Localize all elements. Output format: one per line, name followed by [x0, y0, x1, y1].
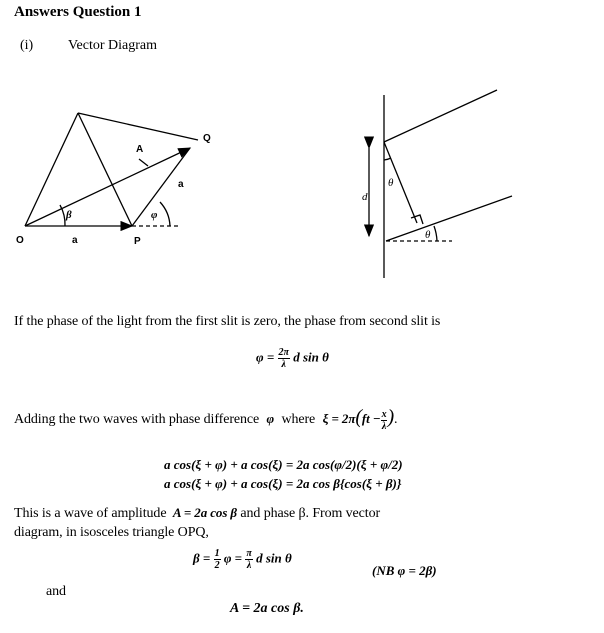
phi-arc — [160, 202, 170, 226]
label-a-vector: A — [136, 144, 144, 155]
xi-open: ( — [355, 406, 362, 428]
equation-xi — [322, 406, 395, 432]
equation-amplitude: A = 2a cos β. — [230, 601, 304, 616]
vector-oq — [25, 148, 190, 226]
amplitude-expr: A = 2a cos β — [172, 505, 237, 520]
label-phi: φ — [151, 209, 158, 221]
eq1-den: λ — [281, 359, 286, 370]
label-theta-top: θ — [388, 177, 394, 189]
para2-end: . — [394, 412, 398, 427]
eq1-num: 2π — [278, 347, 289, 358]
eq4-num2: π — [246, 548, 252, 559]
and-text: and — [46, 584, 66, 599]
eq4-rhs: d sin θ — [256, 550, 292, 566]
eq4-mid: φ = — [223, 550, 243, 566]
equation-beta — [193, 548, 292, 571]
theta-arc-top — [384, 158, 391, 160]
theta-arc-bottom — [434, 226, 437, 241]
equation-sum-1: a cos(ξ + φ) + a cos(ξ) = 2a cos(φ/2)(ξ + φ/2) — [164, 457, 403, 472]
wavefront-lower — [386, 196, 512, 241]
xi-inner: ft − — [361, 411, 381, 426]
part-title: Vector Diagram — [68, 38, 158, 53]
eq1-lhs: φ = — [256, 349, 275, 365]
phasor-diagram — [25, 113, 198, 226]
para2-phi: φ — [266, 411, 275, 426]
label-a-pq: a — [178, 179, 184, 190]
paragraph-adding — [14, 406, 397, 432]
para3-end: and phase β. From vector — [240, 506, 381, 521]
para2-where: where — [281, 412, 316, 427]
label-a-op: a — [72, 235, 78, 246]
eq4-den1: 2 — [214, 560, 220, 571]
label-d: d — [362, 191, 368, 203]
paragraph-isosceles: diagram, in isosceles triangle OPQ, — [14, 525, 209, 540]
eq4-frac1 — [214, 548, 221, 571]
paragraph-amplitude — [14, 505, 380, 522]
part-number: (i) — [20, 38, 34, 53]
xi-num: x — [381, 408, 387, 420]
eq4-num1: 1 — [214, 548, 220, 559]
para3-start: This is a wave of amplitude — [14, 506, 167, 521]
xi-den: λ — [381, 420, 387, 432]
label-q: Q — [203, 133, 211, 144]
label-p: P — [134, 236, 141, 247]
answer-heading: Answers Question 1 — [14, 4, 142, 20]
paragraph-phase: If the phase of the light from the first slit is zero, the phase from second slit is — [14, 314, 441, 329]
rhombus-side-top — [78, 113, 198, 140]
label-theta-bottom: θ — [425, 229, 431, 241]
ray-upper — [384, 90, 497, 142]
xi-close: ) — [387, 406, 395, 428]
equation-phi — [256, 347, 329, 370]
label-beta: β — [66, 209, 72, 221]
rhombus-diagonal — [78, 113, 132, 226]
eq4-frac2 — [245, 548, 252, 571]
eq1-rhs: d sin θ — [293, 349, 329, 365]
eq1-fraction — [278, 347, 290, 370]
equation-sum-2: a cos(ξ + φ) + a cos(ξ) = 2a cos β{cos(ξ + β)} — [164, 476, 402, 491]
label-o: O — [16, 235, 24, 246]
arrowhead-mark — [139, 159, 148, 166]
para2-text: Adding the two waves with phase difference — [14, 412, 260, 427]
xi-lhs: ξ = 2π — [322, 411, 356, 426]
eq4-den2: λ — [246, 560, 252, 571]
note-phi-beta: (NB φ = 2β) — [372, 563, 437, 578]
eq4-lhs: β = — [193, 550, 211, 566]
